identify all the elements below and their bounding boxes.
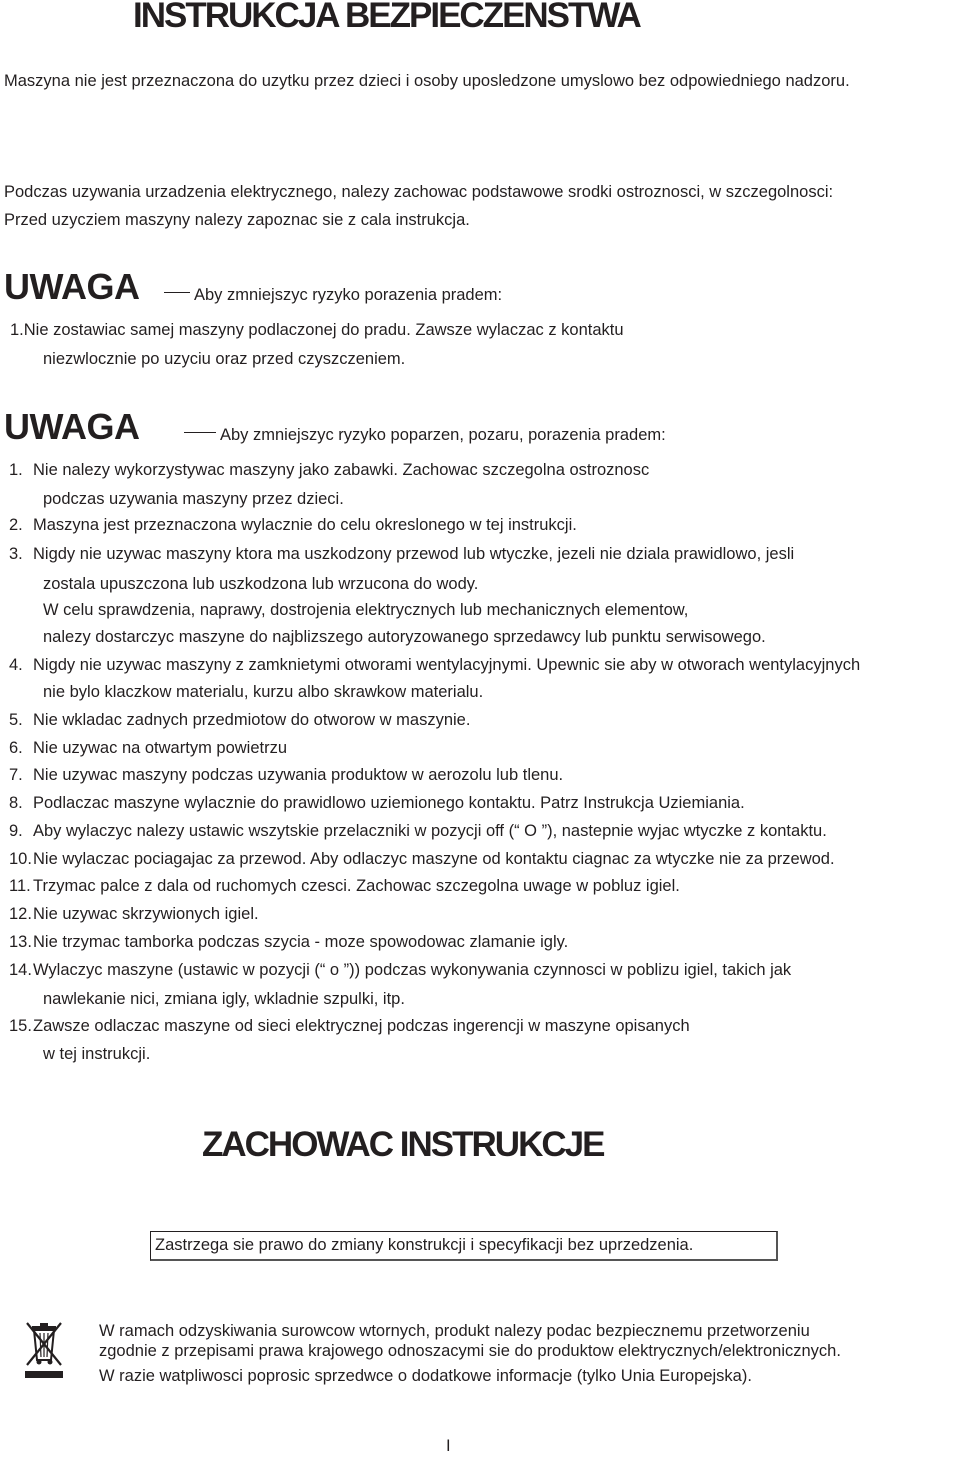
recycling-line-3: W razie watpliwosci poprosic sprzedwce o dodatkowe informacje (tylko Unia Europejska). <box>99 1367 752 1385</box>
list-item-continuation: nalezy dostarczyc maszyne do najblizszego autoryzowanego sprzedawcy lub punktu serwisowego. <box>43 628 766 646</box>
item-number: 4. <box>9 656 23 674</box>
item-number: 1. <box>9 461 23 479</box>
keep-instructions-title: ZACHOWAC INSTRUKCJE <box>202 1125 604 1164</box>
notice-box <box>150 1231 778 1261</box>
item-number: 1. <box>10 321 24 339</box>
list-item <box>9 656 860 675</box>
page-title: INSTRUKCJA BEZPIECZENSTWA <box>133 0 640 35</box>
item-number: 9. <box>9 822 23 840</box>
weee-crossed-bin-icon <box>23 1318 65 1380</box>
list-item <box>9 877 680 896</box>
warning-1-subtitle <box>164 286 502 305</box>
warning-1-label: UWAGA <box>4 266 140 307</box>
list-item-continuation: zostala upuszczona lub uszkodzona lub wrzucona do wody. <box>43 575 479 593</box>
intro-line-1: Maszyna nie jest przeznaczona do uzytku przez dzieci i osoby uposledzone umyslowo bez odpowiedniego nadzoru. <box>4 72 850 90</box>
list-item <box>9 766 563 785</box>
list-item <box>9 545 794 564</box>
dash-separator <box>164 292 190 293</box>
item-line: Nie trzymac tamborka podczas szycia - moze spowodowac zlamanie igly. <box>33 933 569 951</box>
item-number: 14. <box>9 961 32 979</box>
item-line: Nigdy nie uzywac maszyny z zamknietymi otworami wentylacyjnymi. Upewnic sie aby w otworach wentylacyjnych <box>33 656 861 674</box>
recycling-line-2: zgodnie z przepisami prawa krajowego odnoszacymi sie do produktow elektrycznych/elektronicznych. <box>99 1342 841 1360</box>
item-line: Nie uzywac skrzywionych igiel. <box>33 905 259 923</box>
notice-text: Zastrzega sie prawo do zmiany konstrukcji i specyfikacji bez uprzedzenia. <box>155 1236 694 1254</box>
item-number: 3. <box>9 545 23 563</box>
item-line: Trzymac palce z dala od ruchomych czesci. Zachowac szczegolna uwage w pobluz igiel. <box>33 877 680 895</box>
list-item <box>9 822 827 841</box>
item-line: Nie wylaczac pociagajac za przewod. Aby odlaczyc maszyne od kontaktu ciagnac za wtyczke nie za przewod. <box>33 850 835 868</box>
item-line: Aby wylaczyc nalezy ustawic wszytskie przelaczniki w pozycji off (“ O ”), nastepnie wyjac wtyczke z kontaktu. <box>33 822 827 840</box>
item-line: Nie uzywac maszyny podczas uzywania produktow w aerozolu lub tlenu. <box>33 766 564 784</box>
list-item <box>9 850 835 869</box>
list-item <box>9 739 287 758</box>
item-line: Podlaczac maszyne wylacznie do prawidlowo uziemionego kontaktu. Patrz Instrukcja Uziemiania. <box>33 794 745 812</box>
list-item <box>9 461 649 480</box>
item-line: Nie nalezy wykorzystywac maszyny jako zabawki. Zachowac szczegolna ostroznosc <box>33 461 650 479</box>
warning-2-subtitle-text: Aby zmniejszyc ryzyko poparzen, pozaru, porazenia pradem: <box>220 426 666 444</box>
item-line: Wylaczyc maszyne (ustawic w pozycji (“ o ”)) podczas wykonywania czynnosci w poblizu igiel, takich jak <box>33 961 792 979</box>
item-line: Nie zostawiac samej maszyny podlaczonej do pradu. Zawsze wylaczac z kontaktu <box>23 321 624 339</box>
item-number: 5. <box>9 711 23 729</box>
item-line: Nie uzywac na otwartym powietrzu <box>33 739 288 757</box>
intro-line-3: Przed uzycziem maszyny nalezy zapoznac sie z cala instrukcja. <box>4 211 470 229</box>
list-item <box>9 794 745 813</box>
item-number: 11. <box>9 877 31 895</box>
item-number: 7. <box>9 766 23 784</box>
item-line: Zawsze odlaczac maszyne od sieci elektrycznej podczas ingerencji w maszyne opisanych <box>33 1017 690 1035</box>
list-item-continuation: podczas uzywania maszyny przez dzieci. <box>43 490 344 508</box>
page-number: I <box>446 1437 451 1455</box>
item-number: 6. <box>9 739 23 757</box>
item-number: 15. <box>9 1017 32 1035</box>
warning-2-label: UWAGA <box>4 406 140 447</box>
dash-separator <box>184 432 216 433</box>
list-item <box>9 711 470 730</box>
list-item <box>9 516 577 535</box>
list-item <box>9 933 568 952</box>
item-number: 10. <box>9 850 32 868</box>
warning-1-subtitle-text: Aby zmniejszyc ryzyko porazenia pradem: <box>194 286 503 304</box>
recycling-line-1: W ramach odzyskiwania surowcow wtornych, produkt nalezy podac bezpiecznemu przetworzeniu <box>99 1322 810 1340</box>
item-number: 8. <box>9 794 23 812</box>
item-line: Nigdy nie uzywac maszyny ktora ma uszkodzony przewod lub wtyczke, jezeli nie dziala prawidlowo, jesli <box>33 545 795 563</box>
item-number: 12. <box>9 905 32 923</box>
list-item-continuation: nawlekanie nici, zmiana igly, wkladnie szpulki, itp. <box>43 990 405 1008</box>
list-item <box>9 1017 690 1036</box>
item-line: Maszyna jest przeznaczona wylacznie do celu okreslonego w tej instrukcji. <box>33 516 577 534</box>
list-item <box>9 905 259 924</box>
list-item-continuation: W celu sprawdzenia, naprawy, dostrojenia elektrycznych lub mechanicznych elementow, <box>43 601 689 619</box>
item-number: 2. <box>9 516 23 534</box>
list-item <box>9 961 791 980</box>
intro-line-2: Podczas uzywania urzadzenia elektrycznego, nalezy zachowac podstawowe srodki ostroznosci, w szczegolnosci: <box>4 183 834 201</box>
list-item-continuation: w tej instrukcji. <box>43 1045 151 1063</box>
item-number: 13. <box>9 933 32 951</box>
warning-1-item-1 <box>10 321 624 340</box>
item-line: Nie wkladac zadnych przedmiotow do otworow w maszynie. <box>33 711 471 729</box>
list-item-continuation: nie bylo klaczkow materialu, kurzu albo skrawkow materialu. <box>43 683 484 701</box>
warning-2-subtitle <box>184 426 666 445</box>
warning-1-item-1-cont: niezwlocznie po uzyciu oraz przed czyszczeniem. <box>43 350 406 368</box>
